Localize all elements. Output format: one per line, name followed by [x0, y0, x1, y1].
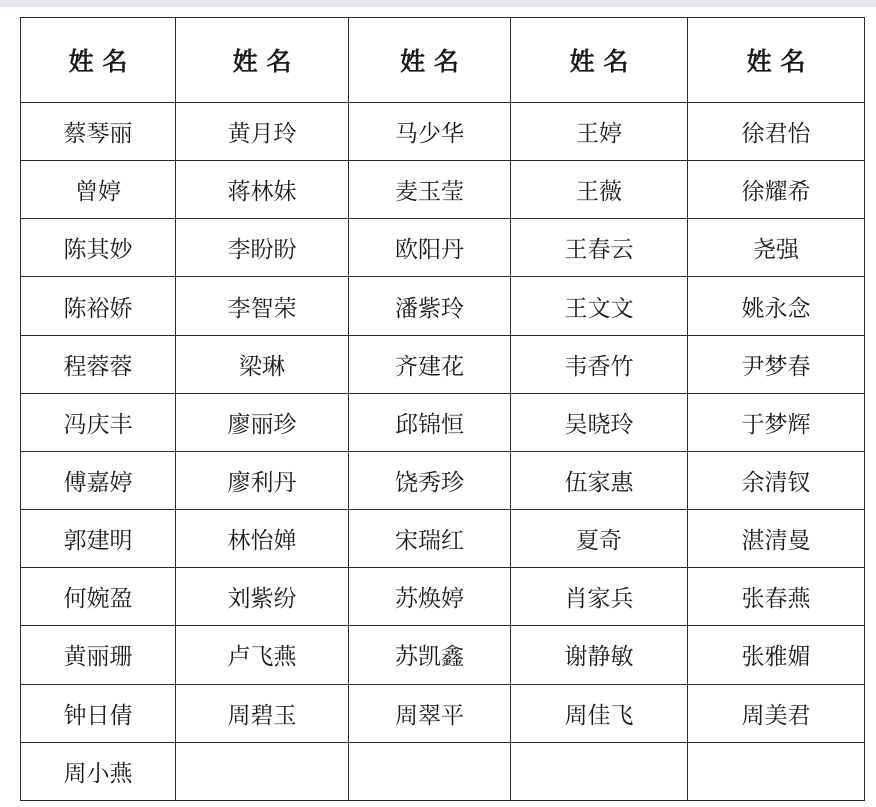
- name-cell: 肖家兵: [511, 568, 688, 626]
- name-cell: 宋瑞红: [349, 510, 511, 568]
- table-row: [21, 161, 865, 219]
- name-cell: 蒋林妹: [176, 161, 349, 219]
- name-cell: 马少华: [349, 103, 511, 161]
- name-cell: 刘紫纷: [176, 568, 349, 626]
- table-row: [21, 393, 865, 451]
- name-cell: 麦玉莹: [349, 161, 511, 219]
- name-cell: 于梦辉: [688, 393, 865, 451]
- name-cell: 欧阳丹: [349, 219, 511, 277]
- name-cell: 何婉盈: [21, 568, 176, 626]
- name-cell: 王春云: [511, 219, 688, 277]
- column-header: 姓 名: [511, 18, 688, 103]
- name-cell: 周佳飞: [511, 684, 688, 742]
- name-cell: [349, 742, 511, 800]
- name-cell: 苏焕婷: [349, 568, 511, 626]
- name-cell: [176, 742, 349, 800]
- name-cell: 陈裕娇: [21, 277, 176, 335]
- name-cell: 廖丽珍: [176, 393, 349, 451]
- name-cell: 姚永念: [688, 277, 865, 335]
- name-cell: 陈其妙: [21, 219, 176, 277]
- table-row: [21, 568, 865, 626]
- name-cell: 王婷: [511, 103, 688, 161]
- table-body: [21, 103, 865, 801]
- name-cell: [688, 742, 865, 800]
- table-row: [21, 626, 865, 684]
- name-cell: 谢静敏: [511, 626, 688, 684]
- name-cell: 韦香竹: [511, 335, 688, 393]
- name-cell: [511, 742, 688, 800]
- name-cell: 卢飞燕: [176, 626, 349, 684]
- table-row: [21, 335, 865, 393]
- column-header: 姓 名: [176, 18, 349, 103]
- name-cell: 夏奇: [511, 510, 688, 568]
- name-cell: 徐君怡: [688, 103, 865, 161]
- name-cell: 伍家惠: [511, 451, 688, 509]
- table-row: [21, 219, 865, 277]
- name-cell: 曾婷: [21, 161, 176, 219]
- name-cell: 傅嘉婷: [21, 451, 176, 509]
- name-cell: 周翠平: [349, 684, 511, 742]
- name-cell: 张春燕: [688, 568, 865, 626]
- name-cell: 王薇: [511, 161, 688, 219]
- column-header: 姓 名: [349, 18, 511, 103]
- name-cell: 张雅媚: [688, 626, 865, 684]
- column-header: 姓 名: [688, 18, 865, 103]
- name-cell: 李盼盼: [176, 219, 349, 277]
- name-cell: 湛清曼: [688, 510, 865, 568]
- name-cell: 程蓉蓉: [21, 335, 176, 393]
- name-cell: 潘紫玲: [349, 277, 511, 335]
- name-cell: 苏凯鑫: [349, 626, 511, 684]
- name-cell: 李智荣: [176, 277, 349, 335]
- table-row: [21, 510, 865, 568]
- column-header: 姓 名: [21, 18, 176, 103]
- name-cell: 吴晓玲: [511, 393, 688, 451]
- table-row: [21, 103, 865, 161]
- name-cell: 周碧玉: [176, 684, 349, 742]
- name-cell: 尹梦春: [688, 335, 865, 393]
- name-cell: 饶秀珍: [349, 451, 511, 509]
- name-cell: 梁琳: [176, 335, 349, 393]
- name-cell: 蔡琴丽: [21, 103, 176, 161]
- name-cell: 余清钗: [688, 451, 865, 509]
- name-cell: 冯庆丰: [21, 393, 176, 451]
- name-cell: 黄月玲: [176, 103, 349, 161]
- table-row: [21, 742, 865, 800]
- name-cell: 邱锦恒: [349, 393, 511, 451]
- name-list-table: [20, 17, 865, 801]
- table-row: [21, 684, 865, 742]
- name-cell: 王文文: [511, 277, 688, 335]
- name-cell: 尧强: [688, 219, 865, 277]
- name-cell: 林怡婵: [176, 510, 349, 568]
- name-cell: 钟日倩: [21, 684, 176, 742]
- name-cell: 郭建明: [21, 510, 176, 568]
- header-row: [21, 18, 865, 103]
- name-cell: 周小燕: [21, 742, 176, 800]
- table-row: [21, 277, 865, 335]
- name-cell: 齐建花: [349, 335, 511, 393]
- name-cell: 徐耀希: [688, 161, 865, 219]
- top-edge-strip: [0, 0, 876, 7]
- name-cell: 廖利丹: [176, 451, 349, 509]
- name-cell: 周美君: [688, 684, 865, 742]
- table-row: [21, 451, 865, 509]
- name-cell: 黄丽珊: [21, 626, 176, 684]
